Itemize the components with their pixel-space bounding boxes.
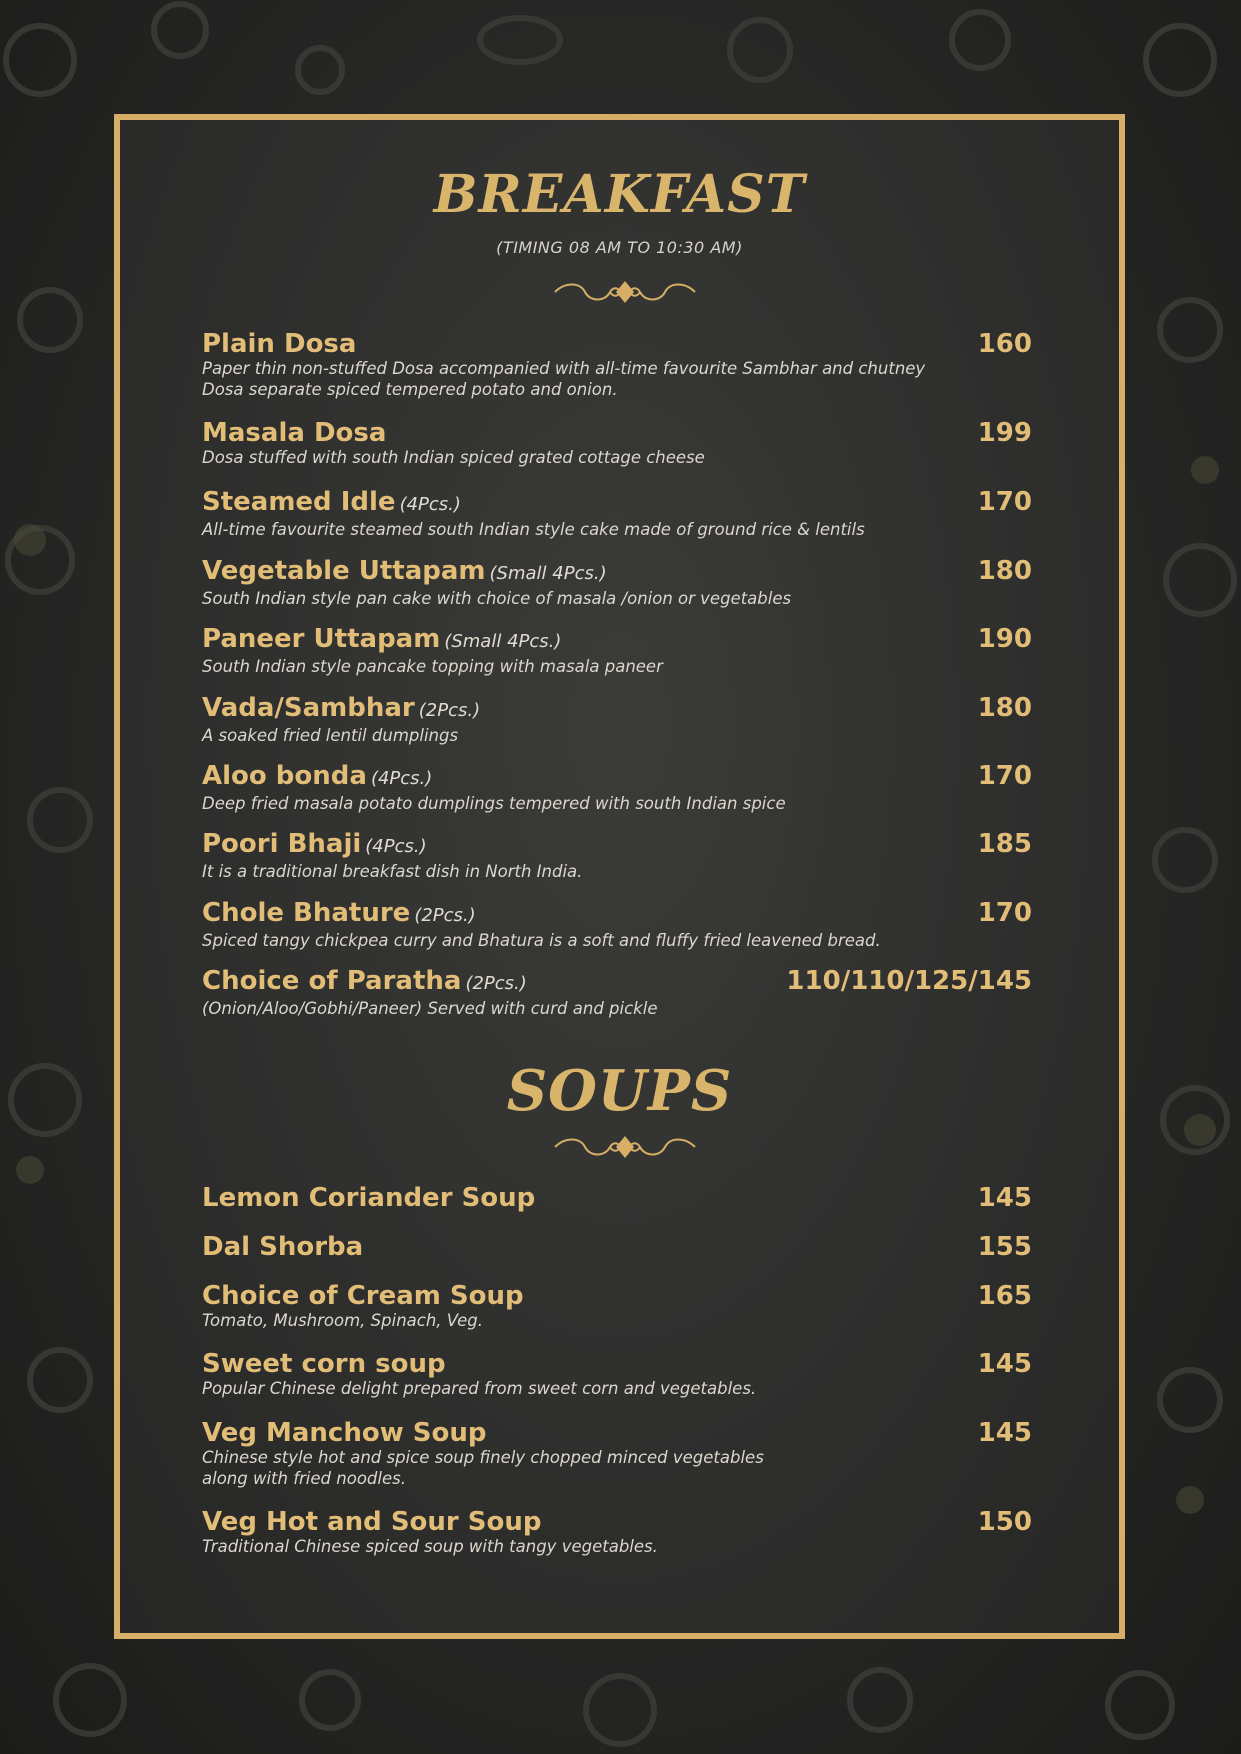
menu-frame — [114, 114, 1125, 1639]
item-price: 170 — [977, 898, 1032, 928]
item-description: (Onion/Aloo/Gobhi/Paneer) Served with curd and pickle — [202, 999, 658, 1018]
item-name — [202, 1506, 1032, 1538]
item-name — [202, 1417, 1032, 1449]
item-name — [202, 897, 1032, 932]
menu-item — [202, 1231, 1032, 1263]
item-description: All-time favourite steamed south Indian style cake made of ground rice & lentils — [202, 520, 865, 539]
item-name — [202, 486, 1032, 521]
item-price: 190 — [977, 624, 1032, 654]
item-description: Traditional Chinese spiced soup with tangy vegetables. — [202, 1537, 658, 1556]
item-price: 145 — [977, 1349, 1032, 1379]
item-description: Paper thin non-stuffed Dosa accompanied with all-time favourite Sambhar and chutney Dosa separate spiced tempered potato and onion. — [202, 359, 926, 399]
item-name — [202, 417, 1032, 449]
item-description: A soaked fried lentil dumplings — [202, 726, 459, 745]
item-price: 170 — [977, 761, 1032, 791]
item-description: South Indian style pan cake with choice of masala /onion or vegetables — [202, 589, 792, 608]
item-name-text: Paneer Uttapam — [202, 624, 441, 654]
item-name — [202, 555, 1032, 590]
item-name-text: Lemon Coriander Soup — [202, 1183, 536, 1213]
item-name — [202, 328, 1032, 360]
soups-title: SOUPS — [506, 1058, 733, 1124]
item-quantity: (4Pcs.) — [365, 836, 427, 857]
item-name — [202, 1280, 1032, 1312]
item-name-text: Sweet corn soup — [202, 1349, 446, 1379]
item-name-text: Steamed Idle — [202, 487, 396, 517]
ornament-divider-icon — [550, 1132, 700, 1162]
item-name — [202, 828, 1032, 863]
item-description: South Indian style pancake topping with masala paneer — [202, 657, 663, 676]
item-name — [202, 1231, 1032, 1263]
menu-item — [202, 897, 1032, 951]
item-price: 165 — [977, 1281, 1032, 1311]
item-name-text: Chole Bhature — [202, 898, 411, 928]
menu-item — [202, 760, 1032, 814]
item-name-text: Plain Dosa — [202, 329, 357, 359]
item-price: 145 — [977, 1183, 1032, 1213]
breakfast-timing: (TIMING 08 AM TO 10:30 AM) — [496, 238, 743, 257]
item-quantity: (4Pcs.) — [370, 768, 433, 789]
item-description: Dosa stuffed with south Indian spiced grated cottage cheese — [202, 448, 705, 467]
item-name-text: Vegetable Uttapam — [202, 556, 486, 586]
item-price: 199 — [977, 418, 1032, 448]
item-description: Spiced tangy chickpea curry and Bhatura is a soft and fluffy fried leavened bread. — [202, 931, 881, 950]
item-quantity: (Small 4Pcs.) — [489, 563, 607, 584]
item-name — [202, 760, 1032, 795]
menu-item — [202, 328, 1032, 400]
menu-item — [202, 417, 1032, 468]
item-quantity: (2Pcs.) — [465, 973, 527, 994]
item-description: It is a traditional breakfast dish in North India. — [202, 862, 583, 881]
menu-item — [202, 1506, 1032, 1557]
ornament-divider-icon — [550, 277, 700, 307]
item-name-text: Choice of Cream Soup — [202, 1281, 524, 1311]
item-price: 180 — [977, 693, 1032, 723]
item-name-text: Poori Bhaji — [202, 829, 362, 859]
item-name-text: Aloo bonda — [202, 761, 367, 791]
item-description: Deep fried masala potato dumplings tempered with south Indian spice — [202, 794, 786, 813]
item-quantity: (2Pcs.) — [418, 700, 481, 721]
item-price: 110/110/125/145 — [786, 966, 1032, 996]
item-price: 185 — [977, 829, 1032, 859]
item-quantity: (4Pcs.) — [399, 494, 461, 515]
item-name-text: Vada/Sambhar — [202, 693, 415, 723]
item-price: 180 — [977, 556, 1032, 586]
item-price: 160 — [977, 329, 1032, 359]
menu-item — [202, 1182, 1032, 1214]
item-price: 155 — [977, 1232, 1032, 1262]
item-name-text: Masala Dosa — [202, 418, 387, 448]
item-name — [202, 692, 1032, 727]
item-price: 170 — [977, 487, 1032, 517]
item-price: 150 — [977, 1507, 1032, 1537]
menu-item — [202, 1348, 1032, 1399]
menu-item — [202, 692, 1032, 746]
item-description: Chinese style hot and spice soup finely chopped minced vegetables along with fried noodles. — [202, 1448, 764, 1488]
menu-item — [202, 555, 1032, 609]
item-name-text: Choice of Paratha — [202, 966, 462, 996]
item-name-text: Veg Manchow Soup — [202, 1418, 487, 1448]
item-name — [202, 623, 1032, 658]
item-name — [202, 1182, 1032, 1214]
menu-item — [202, 965, 1032, 1019]
menu-item — [202, 1417, 1032, 1489]
menu-item — [202, 623, 1032, 677]
menu-item — [202, 486, 1032, 540]
item-name-text: Veg Hot and Sour Soup — [202, 1507, 542, 1537]
menu-item — [202, 1280, 1032, 1331]
item-name — [202, 1348, 1032, 1380]
menu-item — [202, 828, 1032, 882]
item-quantity: (2Pcs.) — [414, 905, 476, 926]
item-description: Popular Chinese delight prepared from sweet corn and vegetables. — [202, 1379, 757, 1398]
item-price: 145 — [977, 1418, 1032, 1448]
item-name-text: Dal Shorba — [202, 1232, 364, 1262]
item-description: Tomato, Mushroom, Spinach, Veg. — [202, 1311, 483, 1330]
breakfast-title: BREAKFAST — [433, 164, 806, 225]
item-quantity: (Small 4Pcs.) — [444, 631, 562, 652]
